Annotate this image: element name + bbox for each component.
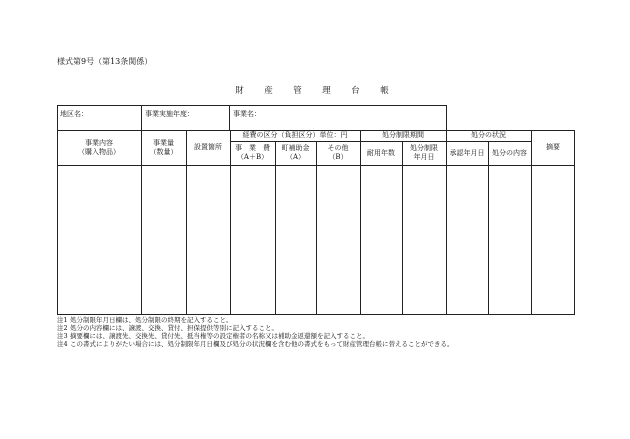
- note-text: 処分制限年月日欄は、処分制限の終期を記入すること。: [70, 316, 233, 324]
- column-divider: [316, 141, 317, 315]
- area-label: 地区名：: [60, 110, 88, 118]
- table-border-top: [57, 105, 446, 106]
- column-header-line: 処分制限期間: [382, 131, 424, 139]
- note-text: 摘要欄には、譲渡先、交換先、貸付先、抵当権等の設定権者の名称又は補助金返還額を記入すること。: [70, 332, 369, 340]
- column-header-line: その他: [327, 144, 349, 152]
- notes: [57, 316, 454, 348]
- note-number: 注4: [57, 340, 68, 348]
- note-item: [57, 332, 454, 340]
- note-item: [57, 340, 454, 348]
- note-number: 注1: [57, 316, 68, 324]
- column-header-cost-group: [230, 130, 360, 141]
- column-header-restriction-end: [402, 141, 446, 165]
- column-divider: [402, 141, 403, 315]
- note-text: この書式によりがたい場合には、処分制限年月日欄及び処分の状況欄を含む他の書式をもって財産管理台帳に替えることができる。: [70, 340, 454, 348]
- column-header-cost-town: [275, 141, 316, 165]
- column-header-line: 事業量: [153, 138, 174, 147]
- project-label: 事業名：: [233, 110, 261, 118]
- column-header-line: 処分制限: [410, 144, 438, 152]
- year-label: 事業実施年度：: [145, 110, 194, 118]
- column-header-line: 処分の内容: [492, 148, 527, 157]
- column-header-approval-date: [446, 141, 488, 165]
- page-title: 財 産 管 理 台 帳: [235, 86, 395, 96]
- column-header-durable-years: [360, 141, 402, 165]
- column-header-cost-total: [230, 141, 275, 165]
- column-divider: [488, 141, 489, 315]
- note-text: 処分の内容欄には、譲渡、交換、貸付、担保提供等別に記入すること。: [70, 324, 278, 332]
- note-item: [57, 324, 454, 332]
- column-header-content: [57, 130, 141, 165]
- note-number: 注3: [57, 332, 68, 340]
- column-header-line: 処分の状況: [471, 131, 506, 139]
- top-row-right-border: [446, 105, 447, 130]
- column-header-line: 年月日: [413, 153, 435, 161]
- form-number: 様式第9号（第13条関係）: [57, 57, 153, 66]
- column-divider: [275, 141, 276, 315]
- column-header-disposal-content: [488, 141, 531, 165]
- column-header-line: 設置箇所: [194, 143, 222, 151]
- column-header-quantity: [141, 130, 186, 165]
- column-header-line: 耐用年数: [367, 148, 395, 157]
- column-header-line: （A）: [285, 153, 306, 161]
- column-header-line: 摘要: [546, 143, 560, 151]
- column-header-line: 経費の区分（負担区分）単位：円: [242, 131, 348, 139]
- ledger-table: [57, 105, 575, 315]
- column-header-line: 承認年月日: [449, 148, 485, 157]
- column-header-disposal-group: [446, 130, 531, 141]
- column-header-line: 事業内容: [85, 138, 113, 147]
- column-header-restriction-group: [360, 130, 446, 141]
- column-header-cost-other: [316, 141, 360, 165]
- column-header-line: （A＋B）: [236, 153, 269, 161]
- column-header-line: （B）: [328, 153, 348, 161]
- column-header-line: （購入物品）: [78, 147, 120, 156]
- column-header-location: [186, 130, 230, 165]
- column-header-remarks: [531, 130, 575, 165]
- top-row-divider: [141, 105, 142, 130]
- note-item: [57, 316, 454, 324]
- note-number: 注2: [57, 324, 68, 332]
- column-header-line: （数量）: [149, 147, 178, 156]
- top-row-divider: [229, 105, 230, 130]
- column-header-line: 町補助金: [281, 144, 310, 152]
- column-header-line: 事 業 費: [235, 144, 270, 152]
